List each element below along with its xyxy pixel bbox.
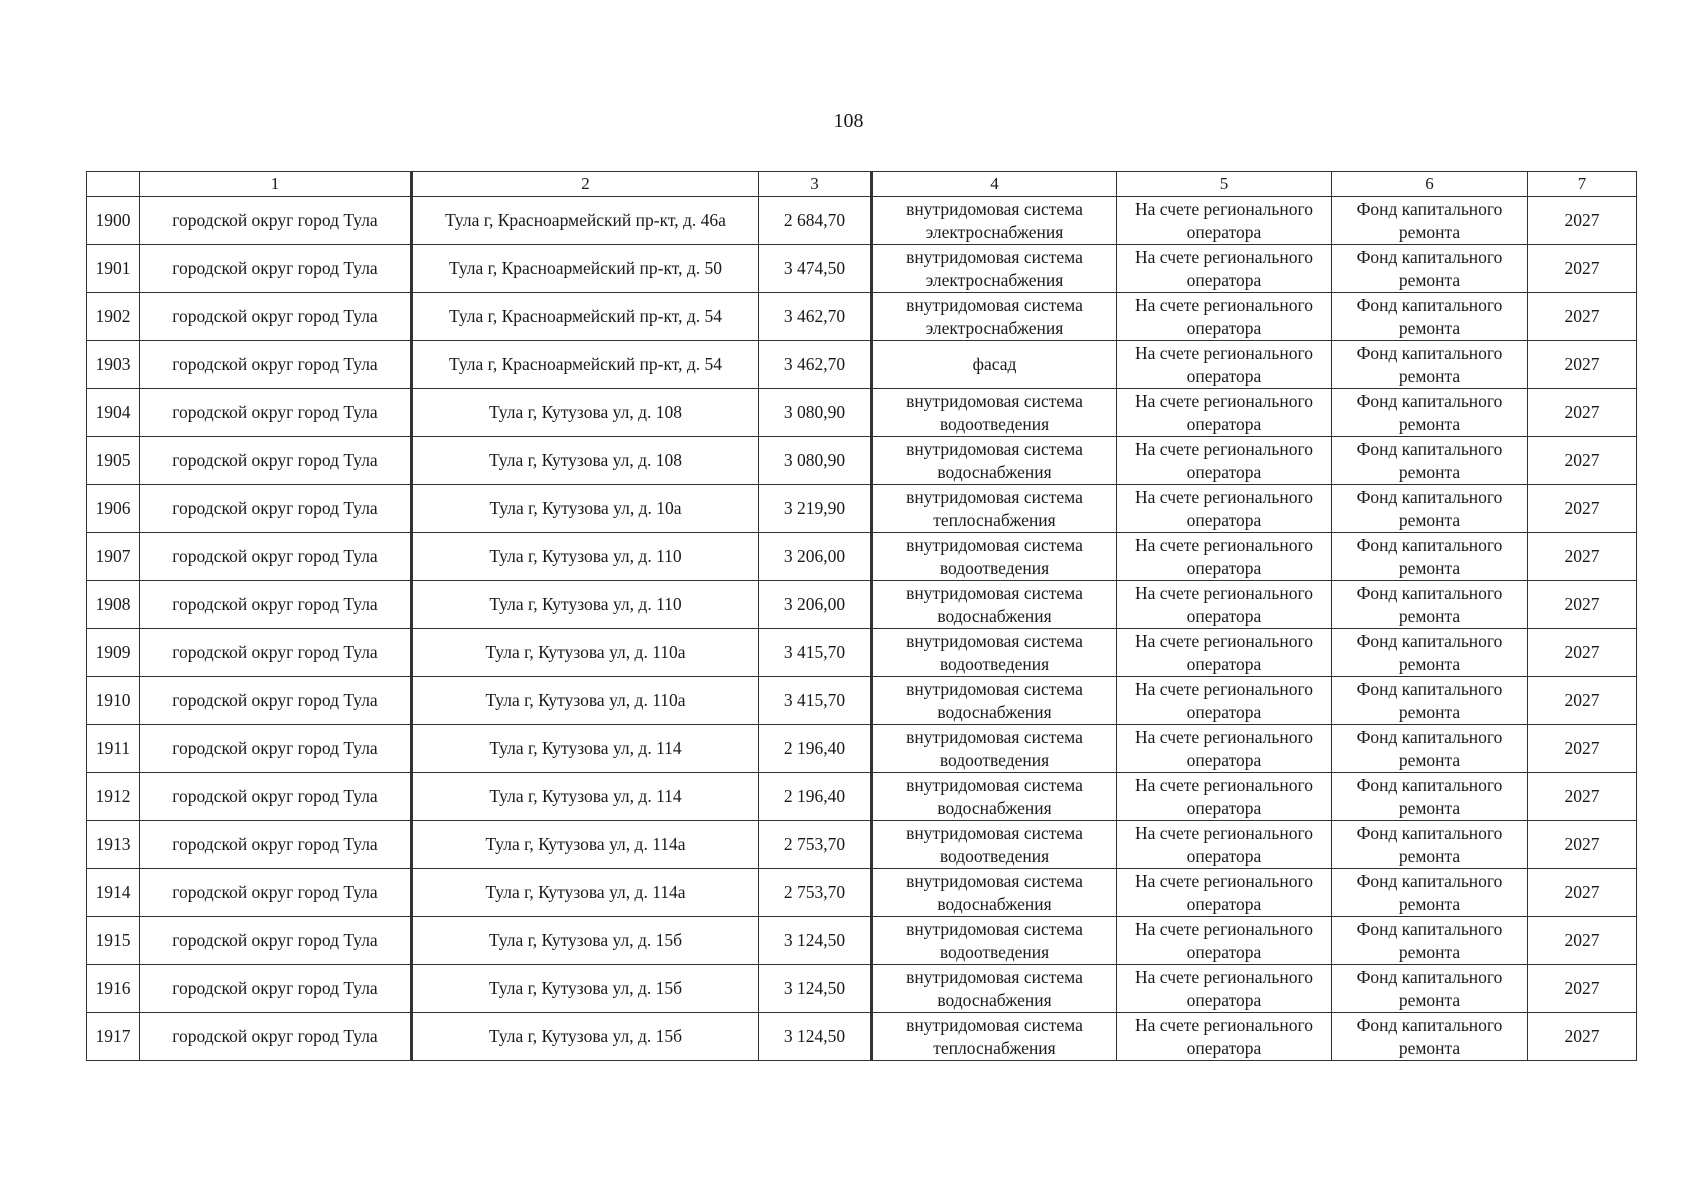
funding-source-cell: Фонд капитального ремонта	[1332, 917, 1528, 965]
row-number-cell: 1905	[87, 437, 140, 485]
address-cell: Тула г, Кутузова ул, д. 114	[412, 773, 759, 821]
year-cell: 2027	[1528, 677, 1637, 725]
table-row	[87, 821, 1637, 869]
municipality-cell: городской округ город Тула	[140, 341, 412, 389]
work-type-cell: внутридомовая система электроснабжения	[872, 245, 1117, 293]
table-row	[87, 725, 1637, 773]
funding-source-cell: Фонд капитального ремонта	[1332, 341, 1528, 389]
funding-source-cell: Фонд капитального ремонта	[1332, 869, 1528, 917]
row-number-cell: 1902	[87, 293, 140, 341]
year-cell: 2027	[1528, 533, 1637, 581]
address-cell: Тула г, Кутузова ул, д. 110	[412, 581, 759, 629]
funding-source-cell: Фонд капитального ремонта	[1332, 197, 1528, 245]
account-method-cell: На счете регионального оператора	[1117, 773, 1332, 821]
funding-source-cell: Фонд капитального ремонта	[1332, 821, 1528, 869]
account-method-cell: На счете регионального оператора	[1117, 821, 1332, 869]
funding-source-cell: Фонд капитального ремонта	[1332, 1013, 1528, 1061]
area-cell: 3 462,70	[759, 293, 872, 341]
column-header-6: 6	[1332, 172, 1528, 197]
year-cell: 2027	[1528, 965, 1637, 1013]
funding-source-cell: Фонд капитального ремонта	[1332, 581, 1528, 629]
address-cell: Тула г, Кутузова ул, д. 10а	[412, 485, 759, 533]
municipality-cell: городской округ город Тула	[140, 677, 412, 725]
municipality-cell: городской округ город Тула	[140, 773, 412, 821]
address-cell: Тула г, Кутузова ул, д. 110а	[412, 629, 759, 677]
account-method-cell: На счете регионального оператора	[1117, 389, 1332, 437]
column-header-num	[87, 172, 140, 197]
year-cell: 2027	[1528, 773, 1637, 821]
municipality-cell: городской округ город Тула	[140, 869, 412, 917]
area-cell: 2 196,40	[759, 773, 872, 821]
work-type-cell: внутридомовая система водоснабжения	[872, 965, 1117, 1013]
column-header-5: 5	[1117, 172, 1332, 197]
table-row	[87, 485, 1637, 533]
municipality-cell: городской округ город Тула	[140, 485, 412, 533]
column-number-row	[87, 172, 1637, 197]
work-type-cell: внутридомовая система водоснабжения	[872, 581, 1117, 629]
account-method-cell: На счете регионального оператора	[1117, 485, 1332, 533]
work-type-cell: внутридомовая система водоотведения	[872, 917, 1117, 965]
year-cell: 2027	[1528, 485, 1637, 533]
funding-source-cell: Фонд капитального ремонта	[1332, 533, 1528, 581]
area-cell: 3 080,90	[759, 437, 872, 485]
row-number-cell: 1911	[87, 725, 140, 773]
work-type-cell: внутридомовая система теплоснабжения	[872, 1013, 1117, 1061]
row-number-cell: 1906	[87, 485, 140, 533]
address-cell: Тула г, Кутузова ул, д. 15б	[412, 917, 759, 965]
address-cell: Тула г, Кутузова ул, д. 15б	[412, 1013, 759, 1061]
year-cell: 2027	[1528, 581, 1637, 629]
funding-source-cell: Фонд капитального ремонта	[1332, 485, 1528, 533]
account-method-cell: На счете регионального оператора	[1117, 869, 1332, 917]
year-cell: 2027	[1528, 1013, 1637, 1061]
municipality-cell: городской округ город Тула	[140, 245, 412, 293]
account-method-cell: На счете регионального оператора	[1117, 581, 1332, 629]
account-method-cell: На счете регионального оператора	[1117, 965, 1332, 1013]
year-cell: 2027	[1528, 389, 1637, 437]
address-cell: Тула г, Красноармейский пр-кт, д. 54	[412, 293, 759, 341]
area-cell: 2 196,40	[759, 725, 872, 773]
address-cell: Тула г, Кутузова ул, д. 114а	[412, 869, 759, 917]
municipality-cell: городской округ город Тула	[140, 629, 412, 677]
area-cell: 3 474,50	[759, 245, 872, 293]
funding-source-cell: Фонд капитального ремонта	[1332, 629, 1528, 677]
area-cell: 3 080,90	[759, 389, 872, 437]
work-type-cell: внутридомовая система водоотведения	[872, 725, 1117, 773]
year-cell: 2027	[1528, 341, 1637, 389]
municipality-cell: городской округ город Тула	[140, 821, 412, 869]
year-cell: 2027	[1528, 197, 1637, 245]
table-row	[87, 245, 1637, 293]
row-number-cell: 1910	[87, 677, 140, 725]
area-cell: 3 206,00	[759, 581, 872, 629]
table-row	[87, 869, 1637, 917]
account-method-cell: На счете регионального оператора	[1117, 197, 1332, 245]
table-row	[87, 677, 1637, 725]
funding-source-cell: Фонд капитального ремонта	[1332, 725, 1528, 773]
work-type-cell: внутридомовая система водоотведения	[872, 629, 1117, 677]
account-method-cell: На счете регионального оператора	[1117, 917, 1332, 965]
work-type-cell: внутридомовая система водоотведения	[872, 821, 1117, 869]
municipality-cell: городской округ город Тула	[140, 1013, 412, 1061]
row-number-cell: 1913	[87, 821, 140, 869]
area-cell: 2 753,70	[759, 821, 872, 869]
area-cell: 3 462,70	[759, 341, 872, 389]
year-cell: 2027	[1528, 629, 1637, 677]
area-cell: 2 684,70	[759, 197, 872, 245]
account-method-cell: На счете регионального оператора	[1117, 341, 1332, 389]
work-type-cell: внутридомовая система электроснабжения	[872, 197, 1117, 245]
column-header-7: 7	[1528, 172, 1637, 197]
column-header-3: 3	[759, 172, 872, 197]
area-cell: 3 206,00	[759, 533, 872, 581]
row-number-cell: 1917	[87, 1013, 140, 1061]
area-cell: 3 124,50	[759, 1013, 872, 1061]
row-number-cell: 1915	[87, 917, 140, 965]
table-row	[87, 917, 1637, 965]
table-row	[87, 629, 1637, 677]
account-method-cell: На счете регионального оператора	[1117, 533, 1332, 581]
column-header-2: 2	[412, 172, 759, 197]
work-type-cell: внутридомовая система водоотведения	[872, 533, 1117, 581]
municipality-cell: городской округ город Тула	[140, 533, 412, 581]
address-cell: Тула г, Красноармейский пр-кт, д. 50	[412, 245, 759, 293]
work-type-cell: внутридомовая система водоснабжения	[872, 437, 1117, 485]
funding-source-cell: Фонд капитального ремонта	[1332, 677, 1528, 725]
column-header-1: 1	[140, 172, 412, 197]
municipality-cell: городской округ город Тула	[140, 197, 412, 245]
municipality-cell: городской округ город Тула	[140, 437, 412, 485]
funding-source-cell: Фонд капитального ремонта	[1332, 965, 1528, 1013]
municipality-cell: городской округ город Тула	[140, 293, 412, 341]
table-row	[87, 389, 1637, 437]
address-cell: Тула г, Красноармейский пр-кт, д. 54	[412, 341, 759, 389]
year-cell: 2027	[1528, 245, 1637, 293]
page-number: 108	[833, 110, 864, 132]
funding-source-cell: Фонд капитального ремонта	[1332, 245, 1528, 293]
table-row	[87, 533, 1637, 581]
work-type-cell: внутридомовая система водоснабжения	[872, 869, 1117, 917]
municipality-cell: городской округ город Тула	[140, 965, 412, 1013]
account-method-cell: На счете регионального оператора	[1117, 1013, 1332, 1061]
work-type-cell: внутридомовая система водоснабжения	[872, 773, 1117, 821]
table-row	[87, 965, 1637, 1013]
funding-source-cell: Фонд капитального ремонта	[1332, 293, 1528, 341]
funding-source-cell: Фонд капитального ремонта	[1332, 389, 1528, 437]
account-method-cell: На счете регионального оператора	[1117, 437, 1332, 485]
address-cell: Тула г, Кутузова ул, д. 108	[412, 437, 759, 485]
area-cell: 2 753,70	[759, 869, 872, 917]
account-method-cell: На счете регионального оператора	[1117, 629, 1332, 677]
address-cell: Тула г, Кутузова ул, д. 114а	[412, 821, 759, 869]
year-cell: 2027	[1528, 725, 1637, 773]
table-row	[87, 773, 1637, 821]
work-type-cell: внутридомовая система водоснабжения	[872, 677, 1117, 725]
area-cell: 3 124,50	[759, 965, 872, 1013]
row-number-cell: 1901	[87, 245, 140, 293]
row-number-cell: 1904	[87, 389, 140, 437]
row-number-cell: 1909	[87, 629, 140, 677]
account-method-cell: На счете регионального оператора	[1117, 725, 1332, 773]
work-type-cell: фасад	[872, 341, 1117, 389]
table-row	[87, 581, 1637, 629]
municipality-cell: городской округ город Тула	[140, 581, 412, 629]
year-cell: 2027	[1528, 869, 1637, 917]
account-method-cell: На счете регионального оператора	[1117, 245, 1332, 293]
table-row	[87, 437, 1637, 485]
row-number-cell: 1908	[87, 581, 140, 629]
work-type-cell: внутридомовая система электроснабжения	[872, 293, 1117, 341]
address-cell: Тула г, Кутузова ул, д. 15б	[412, 965, 759, 1013]
municipality-cell: городской округ город Тула	[140, 725, 412, 773]
address-cell: Тула г, Кутузова ул, д. 108	[412, 389, 759, 437]
address-cell: Тула г, Красноармейский пр-кт, д. 46а	[412, 197, 759, 245]
municipality-cell: городской округ город Тула	[140, 917, 412, 965]
table-row	[87, 197, 1637, 245]
funding-source-cell: Фонд капитального ремонта	[1332, 437, 1528, 485]
row-number-cell: 1907	[87, 533, 140, 581]
year-cell: 2027	[1528, 437, 1637, 485]
table-row	[87, 341, 1637, 389]
row-number-cell: 1900	[87, 197, 140, 245]
year-cell: 2027	[1528, 917, 1637, 965]
year-cell: 2027	[1528, 821, 1637, 869]
row-number-cell: 1903	[87, 341, 140, 389]
row-number-cell: 1912	[87, 773, 140, 821]
year-cell: 2027	[1528, 293, 1637, 341]
work-type-cell: внутридомовая система теплоснабжения	[872, 485, 1117, 533]
account-method-cell: На счете регионального оператора	[1117, 293, 1332, 341]
table-row	[87, 1013, 1637, 1061]
address-cell: Тула г, Кутузова ул, д. 110	[412, 533, 759, 581]
area-cell: 3 415,70	[759, 629, 872, 677]
address-cell: Тула г, Кутузова ул, д. 110а	[412, 677, 759, 725]
table-body	[87, 197, 1637, 1061]
table-row	[87, 293, 1637, 341]
area-cell: 3 124,50	[759, 917, 872, 965]
funding-source-cell: Фонд капитального ремонта	[1332, 773, 1528, 821]
address-cell: Тула г, Кутузова ул, д. 114	[412, 725, 759, 773]
row-number-cell: 1916	[87, 965, 140, 1013]
capital-repair-table	[86, 171, 1637, 1061]
work-type-cell: внутридомовая система водоотведения	[872, 389, 1117, 437]
area-cell: 3 415,70	[759, 677, 872, 725]
row-number-cell: 1914	[87, 869, 140, 917]
area-cell: 3 219,90	[759, 485, 872, 533]
column-header-4: 4	[872, 172, 1117, 197]
municipality-cell: городской округ город Тула	[140, 389, 412, 437]
account-method-cell: На счете регионального оператора	[1117, 677, 1332, 725]
